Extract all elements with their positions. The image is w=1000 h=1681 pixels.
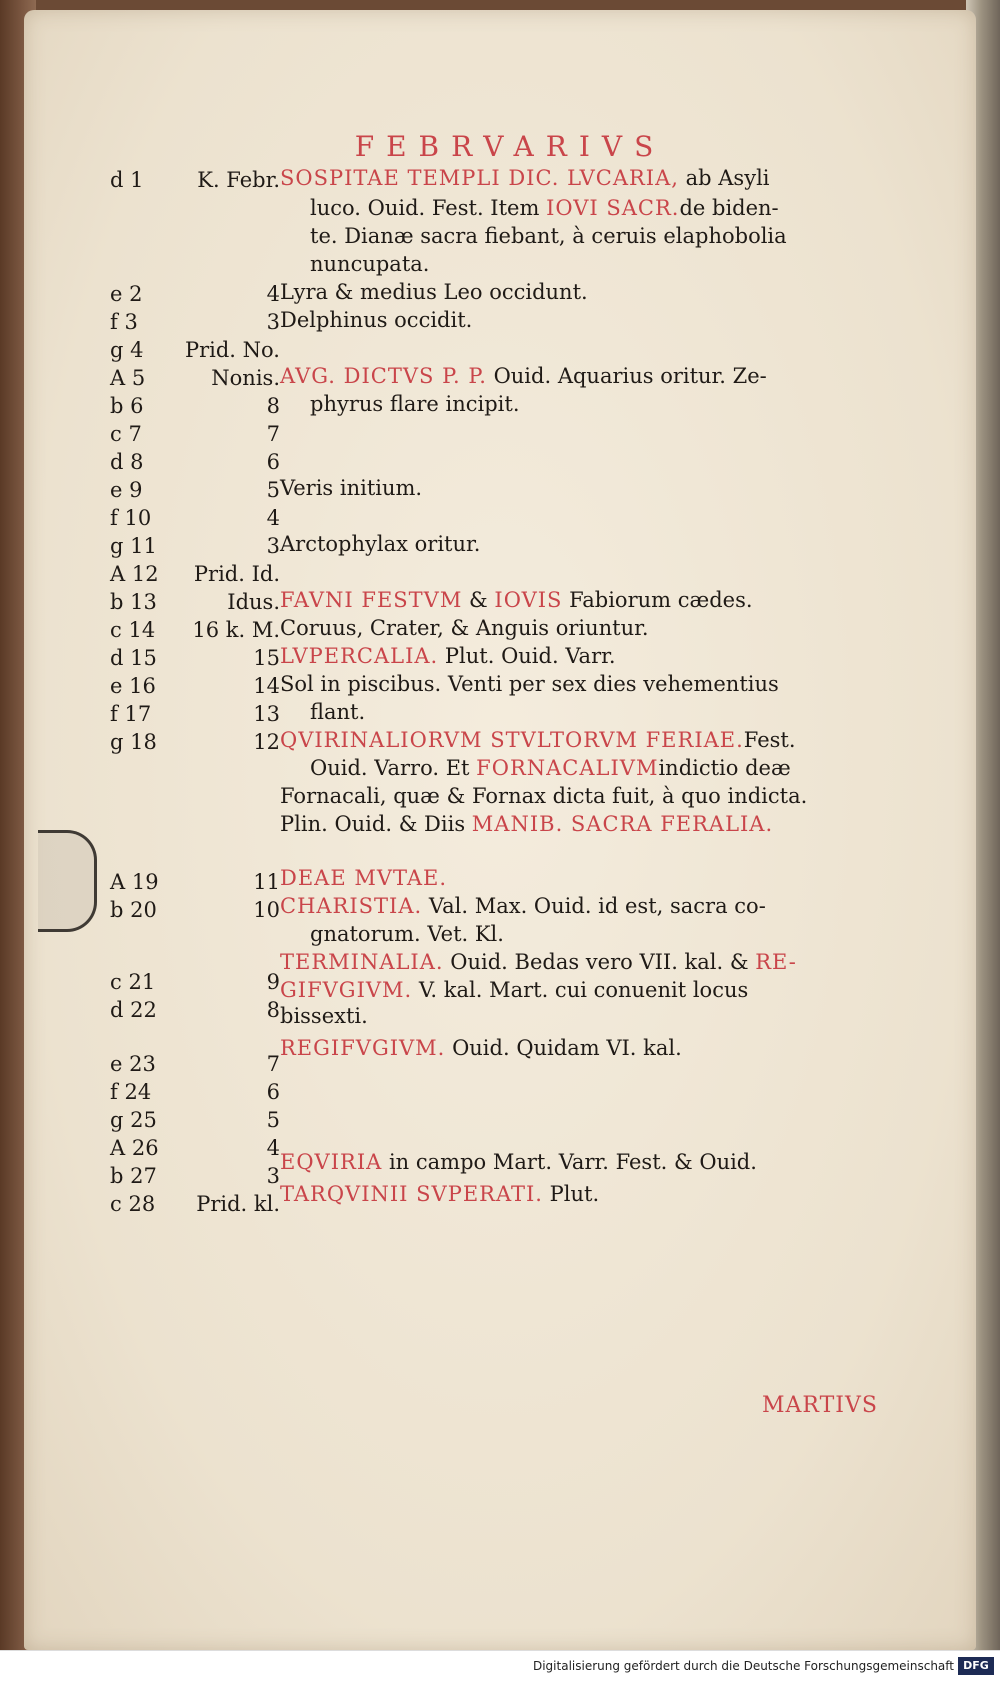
roman-day: 5: [266, 478, 280, 502]
dominical-letter: d 8: [110, 450, 144, 474]
calendar-entry-continued: nuncupata.: [310, 252, 430, 276]
calendar-entry-continued: flant.: [310, 700, 366, 724]
roman-day: 3: [266, 1164, 280, 1188]
dominical-letter: f 17: [110, 702, 152, 726]
dominical-letter: A 26: [110, 1136, 159, 1160]
calendar-entry: QVIRINALIORVM STVLTORVM FERIAE.Fest.: [280, 728, 796, 752]
dominical-letter: A 5: [110, 366, 146, 390]
dominical-letter: b 27: [110, 1164, 157, 1188]
calendar-entry: AVG. DICTVS P. P. Ouid. Aquarius oritur. Ze-: [280, 364, 767, 388]
calendar-entry-continued: te. Dianæ sacra fiebant, à ceruis elaphobolia: [310, 224, 787, 248]
roman-day: 4: [266, 1136, 280, 1160]
dominical-letter: d 1: [110, 168, 144, 192]
dominical-letter: d 15: [110, 646, 157, 670]
dominical-letter: g 25: [110, 1108, 157, 1132]
calendar-entry-continued: Ouid. Varro. Et FORNACALIVMindictio deæ: [310, 756, 791, 780]
dominical-letter: A 12: [110, 562, 159, 586]
dominical-letter: c 21: [110, 970, 156, 994]
calendar-entry-continued: bissexti.: [280, 1004, 368, 1028]
dominical-letter: b 6: [110, 394, 144, 418]
roman-day: 12: [253, 730, 280, 754]
calendar-entry: Delphinus occidit.: [280, 308, 473, 332]
calendar-entry: GIFVGIVM. V. kal. Mart. cui conuenit locus: [280, 978, 749, 1002]
dominical-letter: g 18: [110, 730, 157, 754]
roman-day: 13: [253, 702, 280, 726]
roman-day: 4: [266, 506, 280, 530]
roman-day: 16 k. M.: [192, 618, 280, 642]
dominical-letter: f 10: [110, 506, 152, 530]
roman-day: 11: [253, 870, 280, 894]
roman-day: 14: [253, 674, 280, 698]
dominical-letter: c 14: [110, 618, 156, 642]
calendar-entry: Lyra & medius Leo occidunt.: [280, 280, 588, 304]
footer-bar: [0, 1650, 1000, 1681]
roman-day: 6: [266, 450, 280, 474]
dominical-letter: d 22: [110, 998, 157, 1022]
calendar-entry-continued: Plin. Ouid. & Diis MANIB. SACRA FERALIA.: [280, 812, 774, 836]
dominical-letter: g 4: [110, 338, 144, 362]
dominical-letter: e 16: [110, 674, 156, 698]
calendar-entry: Arctophylax oritur.: [280, 532, 481, 556]
dominical-letter: e 2: [110, 282, 143, 306]
calendar-entry-continued: Fornacali, quæ & Fornax dicta fuit, à quo indicta.: [280, 784, 808, 808]
calendar-entry-continued: gnatorum. Vet. Kl.: [310, 922, 504, 946]
calendar-entry-continued: luco. Ouid. Fest. Item IOVI SACR.de biden-: [310, 196, 779, 220]
roman-day: 7: [266, 1052, 280, 1076]
calendar-entry-continued: phyrus flare incipit.: [310, 392, 520, 416]
roman-day: 8: [266, 998, 280, 1022]
calendar-entry: FAVNI FESTVM & IOVIS Fabiorum cædes.: [280, 588, 753, 612]
dominical-letter: e 23: [110, 1052, 156, 1076]
calendar-entry: DEAE MVTAE.: [280, 866, 448, 890]
roman-day: 15: [253, 646, 280, 670]
roman-day: 10: [253, 898, 280, 922]
roman-day: 3: [266, 310, 280, 334]
dominical-letter: f 24: [110, 1080, 152, 1104]
roman-day: Idus.: [227, 590, 280, 614]
calendar-entry: Veris initium.: [280, 476, 423, 500]
calendar-entry: REGIFVGIVM. Ouid. Quidam VI. kal.: [280, 1036, 682, 1060]
page-clip: [38, 830, 97, 932]
calendar-entry: Coruus, Crater, & Anguis oriuntur.: [280, 616, 649, 640]
calendar-entry: SOSPITAE TEMPLI DIC. LVCARIA, ab Asyli: [280, 166, 770, 190]
calendar-entry: TERMINALIA. Ouid. Bedas vero VII. kal. & RE-: [280, 950, 797, 974]
roman-day: Prid. No.: [184, 338, 280, 362]
dominical-letter: b 20: [110, 898, 157, 922]
dominical-letter: c 7: [110, 422, 142, 446]
dominical-letter: e 9: [110, 478, 143, 502]
dominical-letter: b 13: [110, 590, 157, 614]
roman-day: Nonis.: [211, 366, 280, 390]
roman-day: 5: [266, 1108, 280, 1132]
roman-day: 3: [266, 534, 280, 558]
footer-credit: Digitalisierung gefördert durch die Deutsche Forschungsgemeinschaft: [532, 1659, 954, 1673]
dominical-letter: A 19: [110, 870, 159, 894]
roman-day: K. Febr.: [197, 168, 280, 192]
roman-day: 4: [266, 282, 280, 306]
roman-day: 7: [266, 422, 280, 446]
calendar-entry: LVPERCALIA. Plut. Ouid. Varr.: [280, 644, 616, 668]
calendar-entry: Sol in piscibus. Venti per sex dies vehementius: [280, 672, 779, 696]
dominical-letter: c 28: [110, 1192, 156, 1216]
roman-day: Prid. Id.: [193, 562, 280, 586]
calendar-entry: TARQVINII SVPERATI. Plut.: [280, 1182, 600, 1206]
dominical-letter: f 3: [110, 310, 138, 334]
roman-day: 9: [266, 970, 280, 994]
roman-day: 6: [266, 1080, 280, 1104]
roman-day: Prid. kl.: [196, 1192, 280, 1216]
dfg-logo: DFG: [958, 1657, 994, 1675]
calendar-entry: CHARISTIA. Val. Max. Ouid. id est, sacra co-: [280, 894, 766, 918]
month-title: FEBRVARIVS: [354, 130, 666, 163]
dominical-letter: g 11: [110, 534, 157, 558]
roman-day: 8: [266, 394, 280, 418]
next-month-catchword: MARTIVS: [762, 1393, 878, 1418]
calendar-entry: EQVIRIA in campo Mart. Varr. Fest. & Ouid.: [280, 1150, 757, 1174]
